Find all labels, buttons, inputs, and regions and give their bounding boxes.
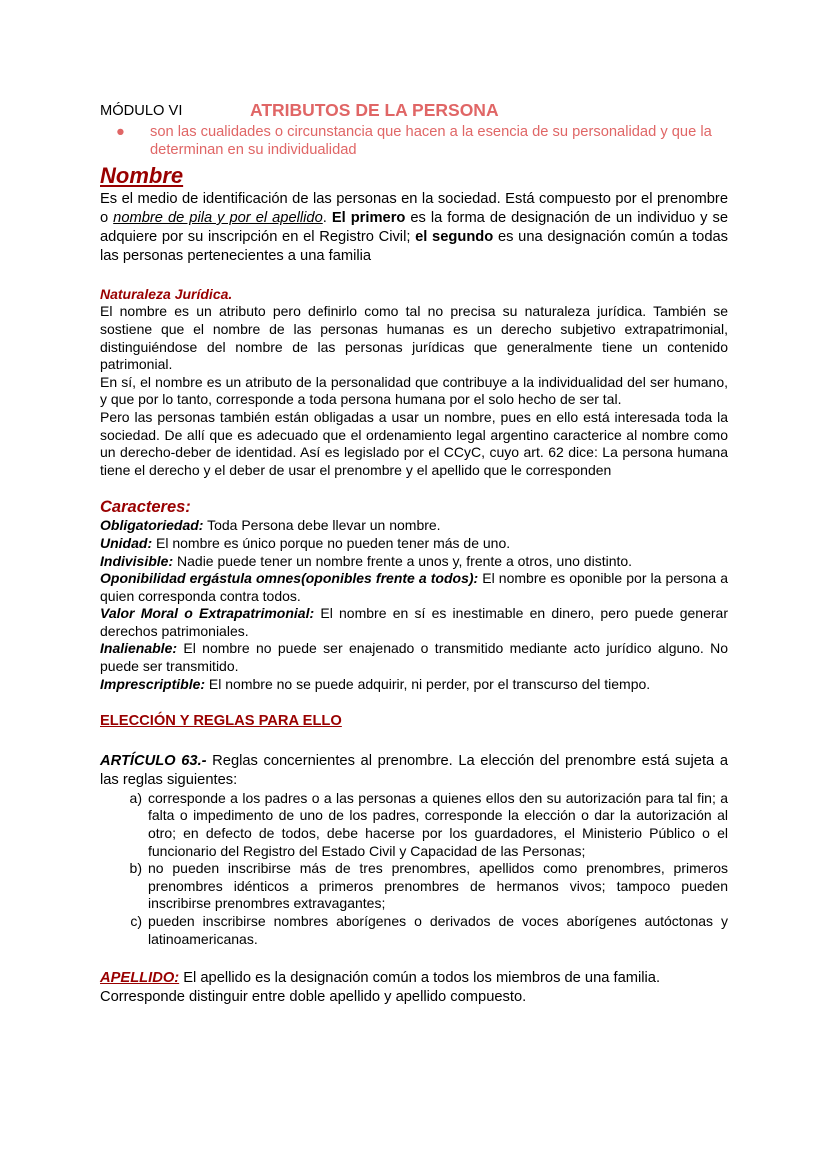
- apellido-paragraph: [100, 969, 728, 988]
- nombre-text-d: es una designación común a todas las personas pertenecientes a una familia: [100, 228, 728, 264]
- apellido-label: APELLIDO:: [100, 970, 180, 987]
- caracter-term: Indivisible:: [100, 552, 174, 569]
- caracter-term: Oponibilidad ergástula omnes(oponibles frente a todos):: [100, 570, 479, 587]
- regla-mark: a): [129, 789, 142, 806]
- regla-item: [100, 790, 728, 860]
- regla-item: [100, 913, 728, 948]
- apellido-paragraph-2: Corresponde distinguir entre doble apellido y apellido compuesto.: [100, 988, 527, 1005]
- regla-mark: c): [130, 913, 142, 929]
- nombre-paragraph: [100, 190, 728, 265]
- caracter-term: Inalienable:: [100, 640, 178, 657]
- document-header: [100, 99, 728, 123]
- regla-mark: b): [129, 860, 142, 877]
- intro-bullet: [100, 124, 728, 159]
- caracter-item: [100, 605, 728, 640]
- naturaleza-heading: Naturaleza Jurídica.: [100, 286, 233, 303]
- caracter-text: El nombre no se puede adquirir, ni perder, por el transcurso del tiempo.: [205, 675, 651, 692]
- document-page: [100, 99, 728, 1007]
- caracteres-list: [100, 517, 728, 693]
- naturaleza-paragraph-3: Pero las personas también están obligadas a usar un nombre, pues en ello está interesada toda la sociedad. De allí que es adecuado que el ordenamiento legal argentino caracterice al nombre como un derecho-deber de identidad. Así es legislado por el CCyC, cuyo art. 62 dice: La persona humana tiene el derecho y el deber de usar el prenombre y el apellido que le corresponden: [100, 408, 728, 478]
- caracter-item: [100, 535, 728, 553]
- caracter-term: Imprescriptible:: [100, 675, 206, 692]
- regla-text: corresponde a los padres o a las personas a quienes ellos den su autorización para tal fin; a falta o impedimento de uno de los padres, corresponde la elección o dar la autorización al otro; en defecto de todos, debe hacerse por los guardadores, el Ministerio Público o el funcionario del Registro del Estado Civil y Capacidad de las Personas;: [148, 789, 728, 859]
- regla-item: [100, 860, 728, 913]
- caracteres-heading: Caracteres:: [100, 498, 191, 517]
- caracter-item: [100, 640, 728, 675]
- apellido-text: El apellido es la designación común a todos los miembros de una familia.: [179, 970, 661, 987]
- articulo-text: Reglas concernientes al prenombre. La elección del prenombre está sujeta a las reglas siguientes:: [100, 753, 729, 789]
- caracter-term: Unidad:: [100, 534, 153, 551]
- articulo-63: [100, 752, 728, 790]
- eleccion-heading: ELECCIÓN Y REGLAS PARA ELLO: [100, 713, 342, 730]
- nombre-bold-primero: El primero: [331, 209, 406, 226]
- document-title: ATRIBUTOS DE LA PERSONA: [250, 100, 499, 120]
- nombre-heading: Nombre: [100, 163, 184, 189]
- caracter-text: Toda Persona debe llevar un nombre.: [203, 517, 441, 534]
- caracter-text: El nombre no puede ser enajenado o transmitido mediante acto jurídico alguno. No puede ser transmitido.: [100, 640, 728, 675]
- regla-text: no pueden inscribirse más de tres prenombres, apellidos como prenombres, primeros prenombres idénticos a primeros prenombres de hermanos vivos; tampoco pueden inscribirse prenombres extravagantes;: [148, 860, 728, 912]
- caracter-text: El nombre es oponible por la persona a quien corresponda contra todos.: [100, 570, 728, 604]
- nombre-text-c: es la forma de designación de un individuo y se adquiere por su inscripción en el Registro Civil;: [100, 209, 729, 245]
- caracter-item: [100, 517, 728, 535]
- nombre-bold-segundo: el segundo: [415, 228, 494, 245]
- caracter-item: [100, 676, 728, 694]
- caracter-text: El nombre en sí es inestimable en dinero, pero puede generar derechos patrimoniales.: [100, 605, 728, 639]
- module-label: MÓDULO VI: [100, 103, 183, 119]
- reglas-list: [100, 790, 728, 948]
- nombre-emphasis: nombre de pila y por el apellido: [113, 209, 323, 226]
- nombre-text-a: Es el medio de identificación de las personas en la sociedad. Está compuesto por el prenombre o: [100, 191, 728, 226]
- caracter-term: Obligatoriedad:: [100, 517, 204, 534]
- naturaleza-paragraph-2: En sí, el nombre es un atributo de la personalidad que contribuye a la individualidad del ser humano, y que por lo tanto, corresponde a toda persona humana por el solo hecho de ser tal.: [100, 373, 728, 408]
- caracter-term: Valor Moral o Extrapatrimonial:: [100, 605, 315, 622]
- intro-bullet-text: son las cualidades o circunstancia que hacen a la esencia de su personalidad y que la determinan en su individualidad: [150, 124, 712, 158]
- articulo-label: ARTÍCULO 63.-: [100, 753, 207, 770]
- regla-text: pueden inscribirse nombres aborígenes o derivados de voces aborígenes autóctonas y latinoamericanas.: [148, 913, 728, 947]
- bullet-icon: ●: [116, 124, 125, 140]
- caracter-text: Nadie puede tener un nombre frente a unos y, frente a otros, uno distinto.: [173, 552, 633, 569]
- caracter-item: [100, 570, 728, 605]
- nombre-text-b: .: [322, 209, 332, 226]
- caracter-item: [100, 553, 728, 571]
- naturaleza-paragraph-1: El nombre es un atributo pero definirlo como tal no precisa su naturaleza jurídica. También se sostiene que el nombre de las personas humanas es un derecho subjetivo extrapatrimonial, distinguiéndose del nombre de las personas jurídicas que generalmente tiene un contenido patrimonial.: [100, 303, 728, 373]
- caracter-text: El nombre es único porque no pueden tener más de uno.: [152, 534, 511, 551]
